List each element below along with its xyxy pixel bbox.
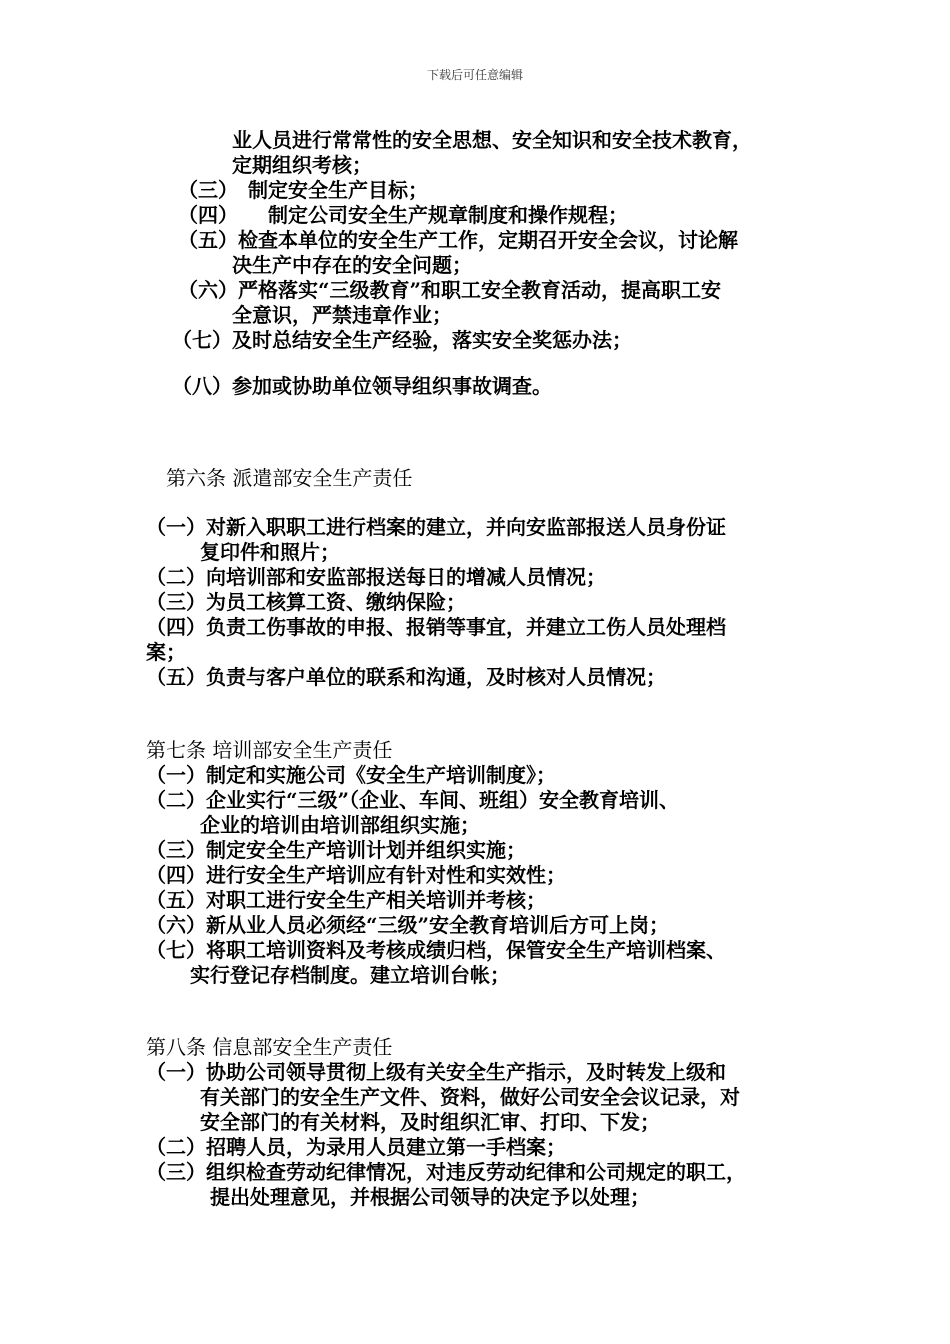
- text-line: （六）新从业人员必须经“三级”安全教育培训后方可上岗；: [146, 913, 670, 937]
- text-line: 实行登记存档制度。建立培训台帐；: [190, 963, 510, 987]
- page-header: 下载后可任意编辑: [426, 68, 523, 82]
- section-title: 第七条 培训部安全生产责任: [146, 738, 393, 762]
- text-line: 安全部门的有关材料，及时组织汇审、打印、下发；: [200, 1110, 660, 1134]
- text-line: 定期组织考核；: [232, 153, 372, 177]
- text-line: 全意识，严禁违章作业；: [232, 303, 452, 327]
- text-line: （七）将职工培训资料及考核成绩归档，保管安全生产培训档案、: [146, 938, 726, 962]
- text-line: （五）检查本单位的安全生产工作，定期召开安全会议，讨论解: [178, 228, 738, 252]
- text-line: （三）组织检查劳动纪律情况，对违反劳动纪律和公司规定的职工，: [146, 1160, 746, 1184]
- section-title: 第六条 派遣部安全生产责任: [166, 466, 413, 490]
- text-line: 有关部门的安全生产文件、资料，做好公司安全会议记录，对: [200, 1085, 740, 1109]
- text-line: （三）为员工核算工资、缴纳保险；: [146, 590, 466, 614]
- text-line: （二）招聘人员，为录用人员建立第一手档案；: [146, 1135, 566, 1159]
- text-line: （四）进行安全生产培训应有针对性和实效性；: [146, 863, 566, 887]
- text-line: （一）制定和实施公司《安全生产培训制度》；: [146, 763, 556, 787]
- text-line: （五）对职工进行安全生产相关培训并考核；: [146, 888, 546, 912]
- text-line: （五）负责与客户单位的联系和沟通，及时核对人员情况；: [146, 665, 666, 689]
- text-line: （四） 制定公司安全生产规章制度和操作规程；: [178, 203, 628, 227]
- text-line: （一）对新入职职工进行档案的建立，并向安监部报送人员身份证: [146, 515, 726, 539]
- text-line: 企业的培训由培训部组织实施；: [200, 813, 480, 837]
- text-line: 复印件和照片；: [200, 540, 340, 564]
- text-line: （三）制定安全生产培训计划并组织实施；: [146, 838, 526, 862]
- text-line: （八）参加或协助单位领导组织事故调查。: [172, 374, 552, 398]
- text-line: （一）协助公司领导贯彻上级有关安全生产指示，及时转发上级和: [146, 1060, 726, 1084]
- text-line: 业人员进行常常性的安全思想、安全知识和安全技术教育，: [232, 128, 752, 152]
- text-line: （七）及时总结安全生产经验，落实安全奖惩办法；: [172, 328, 632, 352]
- text-line: （四）负责工伤事故的申报、报销等事宜，并建立工伤人员处理档: [146, 615, 726, 639]
- text-line: （三） 制定安全生产目标；: [178, 178, 428, 202]
- text-line: （六）严格落实“三级教育”和职工安全教育活动，提高职工安: [178, 278, 722, 302]
- text-line: 提出处理意见，并根据公司领导的决定予以处理；: [210, 1185, 650, 1209]
- text-line: （二）企业实行“三级”（企业、车间、班组）安全教育培训、: [146, 788, 680, 812]
- section-title: 第八条 信息部安全生产责任: [146, 1035, 393, 1059]
- text-line: （二）向培训部和安监部报送每日的增减人员情况；: [146, 565, 606, 589]
- text-line: 案；: [146, 640, 186, 664]
- text-line: 决生产中存在的安全问题；: [232, 253, 472, 277]
